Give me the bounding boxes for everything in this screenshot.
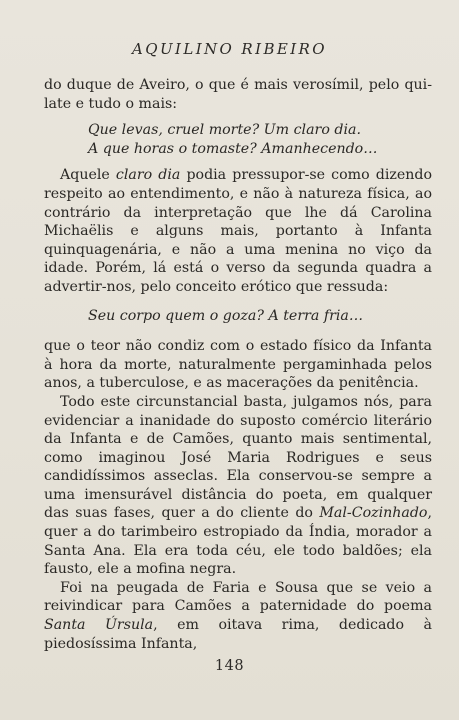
paragraph-4: [44, 393, 432, 579]
paragraph-4-text-b: , quer a do tarimbeiro estropiado da Índia, morador a Santa Ana. Ela era toda céu, ele todo baldões; ela fausto, ele a mofina negra.: [44, 505, 432, 578]
page-number: 148: [214, 658, 245, 674]
verse-quote-2: Seu corpo quem o goza? A terra fria…: [88, 307, 364, 324]
paragraph-2-text-b: podia pressupor-se como dizendo respeito ao entendimento, e não à natureza física, ao contrário da interpretação que lhe dá Carolina Michaëlis e alguns mais, portanto à Infanta quinquagenária, e não a uma menina no viço da idade. Porém, lá está o verso da segunda quadra a advertir-nos, pelo conceito erótico que ressuda:: [44, 167, 432, 295]
paragraph-1: do duque de Aveiro, o que é mais verosímil, pelo qui-late e tudo o mais:: [44, 77, 432, 112]
verse-line: A que horas o tomaste? Amanhecendo…: [88, 140, 378, 157]
paragraph-4-italic: Mal-Cozinhado: [319, 505, 428, 522]
verse-line: Que levas, cruel morte? Um claro dia.: [88, 122, 361, 139]
paragraph-3: que o teor não condiz com o estado físico da Infanta à hora da morte, naturalmente pergaminhada pelos anos, a tuberculose, e as macerações da penitência.: [44, 338, 432, 392]
paragraph-5-italic: Santa Úrsula: [44, 617, 154, 634]
paragraph-2: [44, 166, 432, 296]
body-text: [44, 76, 432, 653]
paragraph-5: [44, 579, 432, 653]
paragraph-4-text-a: Todo este circunstancial basta, julgamos nós, para evidenciar a inanidade do suposto comércio literário da Infanta e de Camões, quanto mais sentimental, como imaginou José Maria Rodrigues e seus candidíssimos asseclas. Ela conservou-se sempre a uma imensurável distância do poeta, em qualquer das suas fases, quer a do cliente do: [44, 393, 432, 522]
paragraph-2-italic: claro dia: [115, 167, 181, 184]
running-header: AQUILINO RIBEIRO: [132, 40, 327, 58]
verse-quote-1: [88, 121, 432, 158]
paragraph-2-text-a: Aquele: [60, 167, 116, 184]
paragraph-5-text-a: Foi na peugada de Faria e Sousa que se veio a reivindicar para Camões a paternidade do poema: [44, 579, 432, 615]
paragraph-5-text-b: , em oitava rima, dedicado à piedosíssima Infanta,: [44, 617, 432, 652]
